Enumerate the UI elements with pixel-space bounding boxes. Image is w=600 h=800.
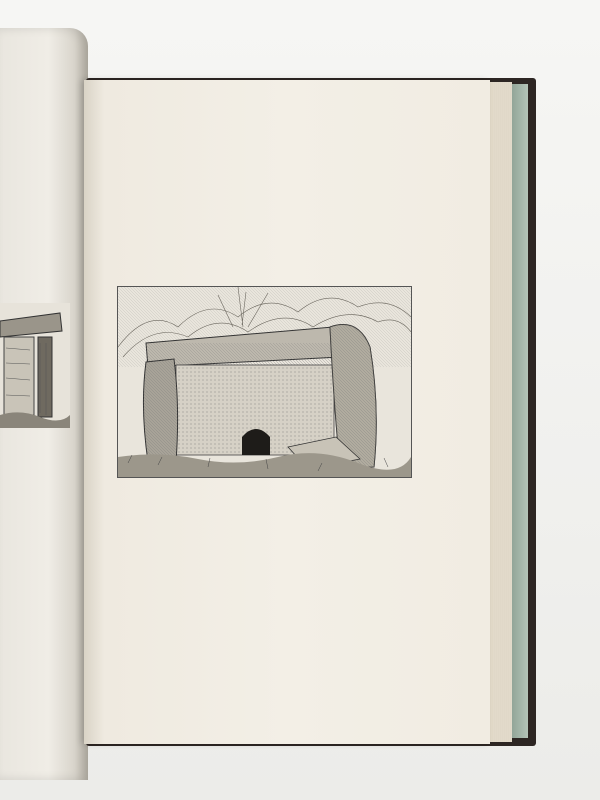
book-spine-edge: [510, 84, 528, 738]
left-page: [0, 28, 88, 780]
left-dolmen-illustration: [0, 303, 70, 428]
dolmen-engraving: [117, 286, 412, 478]
